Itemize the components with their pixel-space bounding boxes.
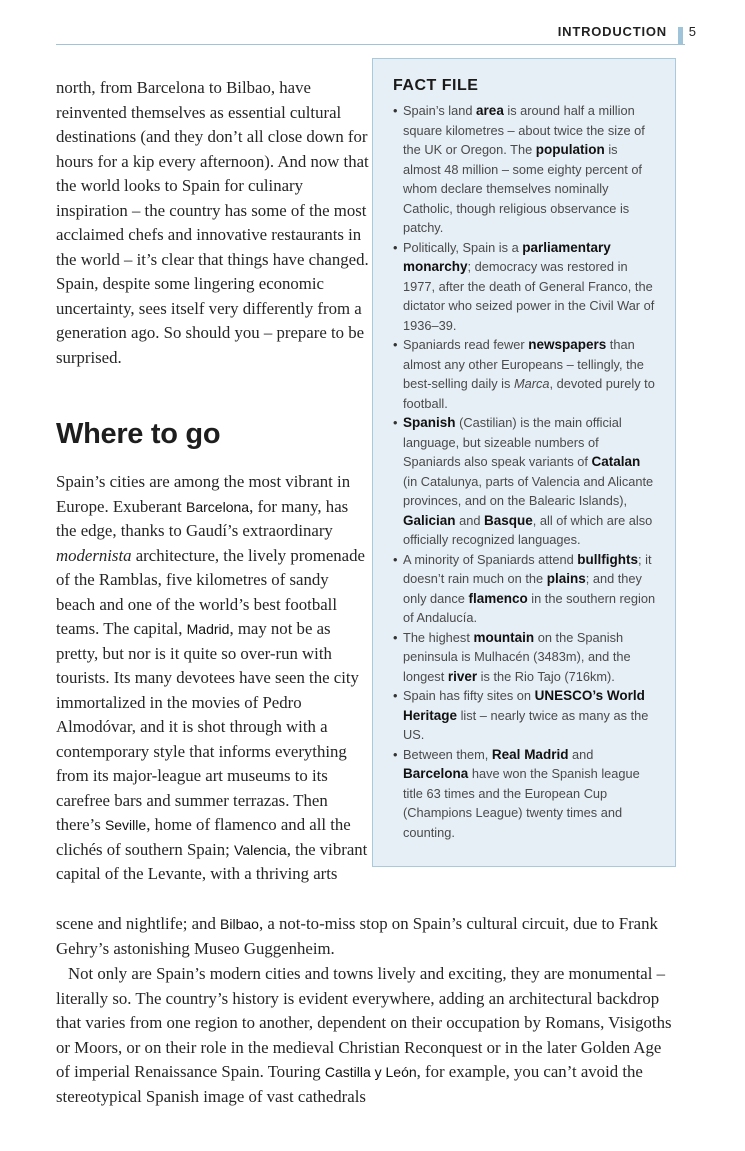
keyword-term: Catalan (591, 454, 641, 469)
fact-item: • Spain has fifty sites on UNESCO’s World Heritage list – nearly twice as many as the US. (393, 686, 657, 745)
fact-item: • The highest mountain on the Spanish peninsula is Mulhacén (3483m), and the longest river is the Rio Tajo (716km). (393, 628, 657, 687)
keyword-term: Barcelona (186, 498, 250, 515)
fact-item: • Spain’s land area is around half a million square kilometres – about twice the size of the UK or Oregon. The population is almost 48 million – some eighty percent of whom declare themselves nominally Catholic, though religious observance is patchy. (393, 101, 657, 238)
monumental-paragraph: Not only are Spain’s modern cities and towns lively and exciting, they are monumental – literally so. The country’s history is evident everywhere, adding an architectural backdrop that varies from one region to another, dependent on their occupation by Romans, Visigoths or Moors, or on their role in the medieval Christian Reconquest or in the later Golden Age of imperial Renaissance Spain. Touring Castilla y León, for example, you can’t avoid the stereotypical Spanish image of vast cathedrals (56, 964, 672, 1106)
section-heading: Where to go (56, 418, 221, 450)
keyword-term: Barcelona (403, 766, 469, 781)
header-marker (678, 27, 683, 44)
keyword-term: flamenco (468, 590, 528, 606)
keyword-term: Madrid (186, 621, 230, 637)
keyword-term: Bilbao (220, 916, 259, 932)
fact-item: • Spanish (Castilian) is the main official language, but sizeable numbers of Spaniards also speak variants of Catalan (in Catalunya, parts of Valencia and Alicante provinces, and on the Balearic Islands), Galician and Basque, all of which are also officially recognized languages. (393, 413, 657, 550)
keyword-term: population (535, 142, 605, 157)
keyword-term: Spanish (403, 415, 456, 430)
where-to-go-paragraph: Spain’s cities are among the most vibrant in Europe. Exuberant Barcelona, for many, has the edge, thanks to Gaudí’s extraordinary modernista architecture, the lively promenade of the Ramblas, five kilometres of sandy beach and one of the world’s best football teams. The capital, Madrid, may not be as pretty, but nor is it quite so over-run with tourists. Its many devotees have seen the city immortalized in the movies of Pedro Almodóvar, and it is shot through with a contemporary style that informs everything from its major-league art museums to its carefree bars and summer terrazas. Then there’s Seville, home of flamenco and all the clichés of southern Spain; Valencia, the vibrant capital of the Levante, with a thriving arts (56, 472, 368, 883)
section-title: INTRODUCTION (557, 24, 667, 39)
keyword-term: river (447, 668, 478, 684)
fact-item: • Spaniards read fewer newspapers than almost any other Europeans – tellingly, the best-selling daily is Marca, devoted purely to football. (393, 335, 657, 413)
keyword-term: Galician (403, 512, 456, 528)
keyword-term: area (476, 103, 504, 118)
fact-item: • A minority of Spaniards attend bullfights; it doesn’t rain much on the plains; and they only dance flamenco in the southern region of Andalucía. (393, 550, 657, 628)
fact-file-box (372, 58, 676, 867)
running-header (0, 24, 745, 46)
keyword-term: bullfights (577, 551, 639, 567)
where-to-go-paragraph-continued: scene and nightlife; and Bilbao, a not-to-miss stop on Spain’s cultural circuit, due to Frank Gehry’s astonishing Museo Guggenheim. (56, 914, 658, 958)
italic-term: modernista (56, 545, 132, 565)
keyword-term: Real Madrid (491, 746, 569, 762)
keyword-term: Seville (104, 817, 147, 833)
fact-file-title: FACT FILE (393, 77, 479, 94)
fact-item: • Between them, Real Madrid and Barcelona have won the Spanish league title 63 times and the European Cup (Champions League) twenty times and counting. (393, 745, 657, 843)
page-number: 5 (688, 24, 696, 39)
keyword-term: UNESCO’s World Heritage (403, 688, 645, 723)
italic-term: Marca (513, 376, 550, 391)
keyword-term: Basque (484, 512, 533, 528)
keyword-term: parliamentary monarchy (403, 239, 611, 274)
keyword-term: Valencia (234, 841, 287, 858)
fact-item: • Politically, Spain is a parliamentary monarchy; democracy was restored in 1977, after the death of General Franco, the dictator who seized power in the Civil War of 1936–39. (393, 238, 657, 336)
keyword-term: plains (546, 571, 586, 586)
keyword-term: mountain (473, 629, 535, 645)
intro-paragraph: north, from Barcelona to Bilbao, have reinvented themselves as essential cultural destinations (and they don’t all close down for hours for a kip every afternoon). And now that the world looks to Spain for culinary inspiration – the country has some of the most acclaimed chefs and innovative restaurants in the world – it’s clear that things have changed. Spain, despite some lingering economic uncertainty, sees itself very differently from a generation ago. So should you – prepare to be surprised. (56, 78, 369, 367)
keyword-term: Castilla y León (324, 1064, 417, 1080)
header-rule (56, 44, 685, 45)
fact-file-list (393, 101, 657, 842)
keyword-term: newspapers (528, 337, 607, 352)
